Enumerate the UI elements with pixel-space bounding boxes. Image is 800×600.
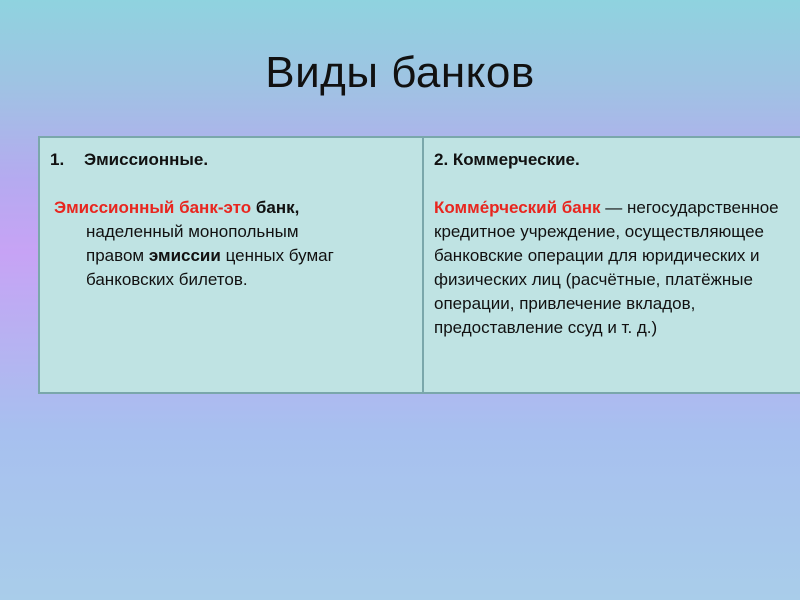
emission-line-3-suffix: ценных бумаг (220, 246, 334, 265)
list-number: 1. (50, 150, 65, 169)
commercial-heading: 2. Коммерческие. (434, 150, 580, 169)
emission-text-bank: банк, (251, 198, 300, 217)
commercial-term: Комме́рческий банк (434, 198, 601, 217)
bank-types-table (38, 136, 800, 394)
commercial-banks-cell (423, 137, 800, 393)
table-row (39, 137, 800, 393)
emission-line-2: наделенный монопольным (86, 222, 299, 241)
commercial-definition (434, 196, 796, 340)
slide-title: Виды банков (265, 48, 535, 97)
emission-banks-cell (39, 137, 423, 393)
emission-keyword: эмиссии (148, 246, 221, 265)
emission-line-4: банковских билетов. (86, 270, 248, 289)
emission-definition (50, 196, 412, 292)
emission-term: Эмиссионный банк-это (54, 198, 252, 217)
commercial-definition-text: — негосударственное кредитное учреждение, осуществляющее банковские операции для юридических и физических лиц (расчётные, платёжные операции, привлечение вкладов, предоставление ссуд и т. д.) (434, 198, 779, 337)
emission-heading-text: Эмиссионные. (84, 150, 209, 169)
emission-line-3-prefix: правом (86, 246, 149, 265)
emission-heading (50, 148, 412, 172)
emission-line-3 (50, 244, 412, 268)
